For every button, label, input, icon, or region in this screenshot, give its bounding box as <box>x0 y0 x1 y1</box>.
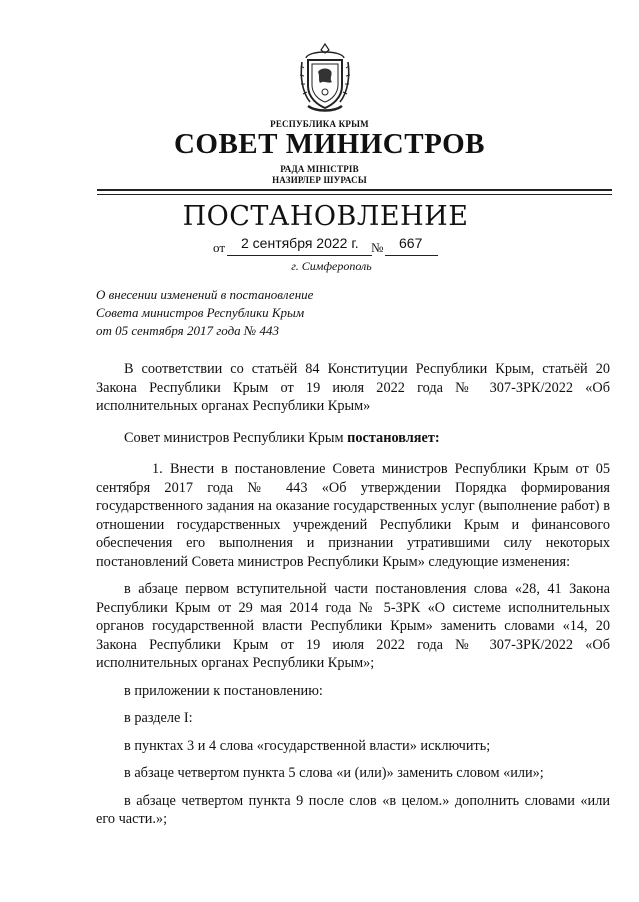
document-date: 2 сентября 2022 г. <box>241 235 359 251</box>
change-paragraph: в абзаце первом вступительной части постановления слова «28, 41 Закона Республики Крым от 29 мая 2014 года № 5-ЗРК «О системе исполнительных органов государственной власти Республики Крым» заменить словами «14, 20 Закона Республики Крым от 19 июля 2022 года № 307-ЗРК/2022 «Об исполнительных органах Республики Крым»; <box>96 581 610 671</box>
document-subject <box>96 286 416 340</box>
date-number-line <box>213 235 438 257</box>
crimea-coat-of-arms-icon <box>298 42 352 114</box>
date-underline <box>227 255 372 256</box>
change-paragraph: в абзаце четвертом пункта 5 слова «и (или)» заменить словом «или»; <box>124 765 544 781</box>
resolution-text: Совет министров Республики Крым <box>124 429 348 446</box>
resolution-paragraph <box>96 429 610 448</box>
council-name-ukrainian: РАДА МІНІСТРІВ <box>280 164 359 174</box>
change-paragraph: в пунктах 3 и 4 слова «государственной власти» исключить; <box>124 737 491 754</box>
change-paragraph: в приложении к постановлению: <box>124 682 323 699</box>
header-divider-thick <box>97 189 612 191</box>
number-underline <box>385 255 438 256</box>
preamble-paragraph: В соответствии со статьёй 84 Конституции Республики Крым, статьёй 20 Закона Республики Крым от 19 июля 2022 года № 307-ЗРК/2022 «Об исполнительных органах Республики Крым» <box>96 361 610 414</box>
subject-line: О внесении изменений в постановление <box>96 287 314 302</box>
item-number: 1. <box>152 461 163 477</box>
number-sign: № <box>371 240 384 255</box>
change-paragraph: в абзаце четвертом пункта 9 после слов «в целом.» дополнить словами «или его части.»; <box>96 792 610 827</box>
document-title: ПОСТАНОВЛЕНИЕ <box>182 201 469 232</box>
document-body <box>96 360 610 829</box>
subject-line: от 05 сентября 2017 года № 443 <box>96 323 279 338</box>
council-name: СОВЕТ МИНИСТРОВ <box>173 128 486 160</box>
council-name-crimean-tatar: НАЗИРЛЕР ШУРАСЫ <box>272 175 367 185</box>
header-divider-thin <box>97 194 612 195</box>
item-1-paragraph <box>96 460 610 571</box>
date-prefix: от <box>213 240 226 255</box>
resolution-verb: постановляет: <box>347 429 440 446</box>
republic-name: РЕСПУБЛИКА КРЫМ <box>270 119 369 129</box>
document-number: 667 <box>399 235 423 251</box>
change-paragraph: в разделе I: <box>124 710 193 726</box>
item-text: Внести в постановление Совета министров Республики Крым от 05 сентября 2017 года № 443 «Об утверждении Порядка формирования государственного задания на оказание государственных услуг (выполнение работ) в отношении государственных учреждений Республики Крым и финансового обеспечения его выполнения и признании утратившими силу некоторых постановлений Совета министров Республики Крым» следующие изменения: <box>96 461 610 570</box>
subject-line: Совета министров Республики Крым <box>96 305 305 320</box>
city: г. Симферополь <box>291 259 372 273</box>
